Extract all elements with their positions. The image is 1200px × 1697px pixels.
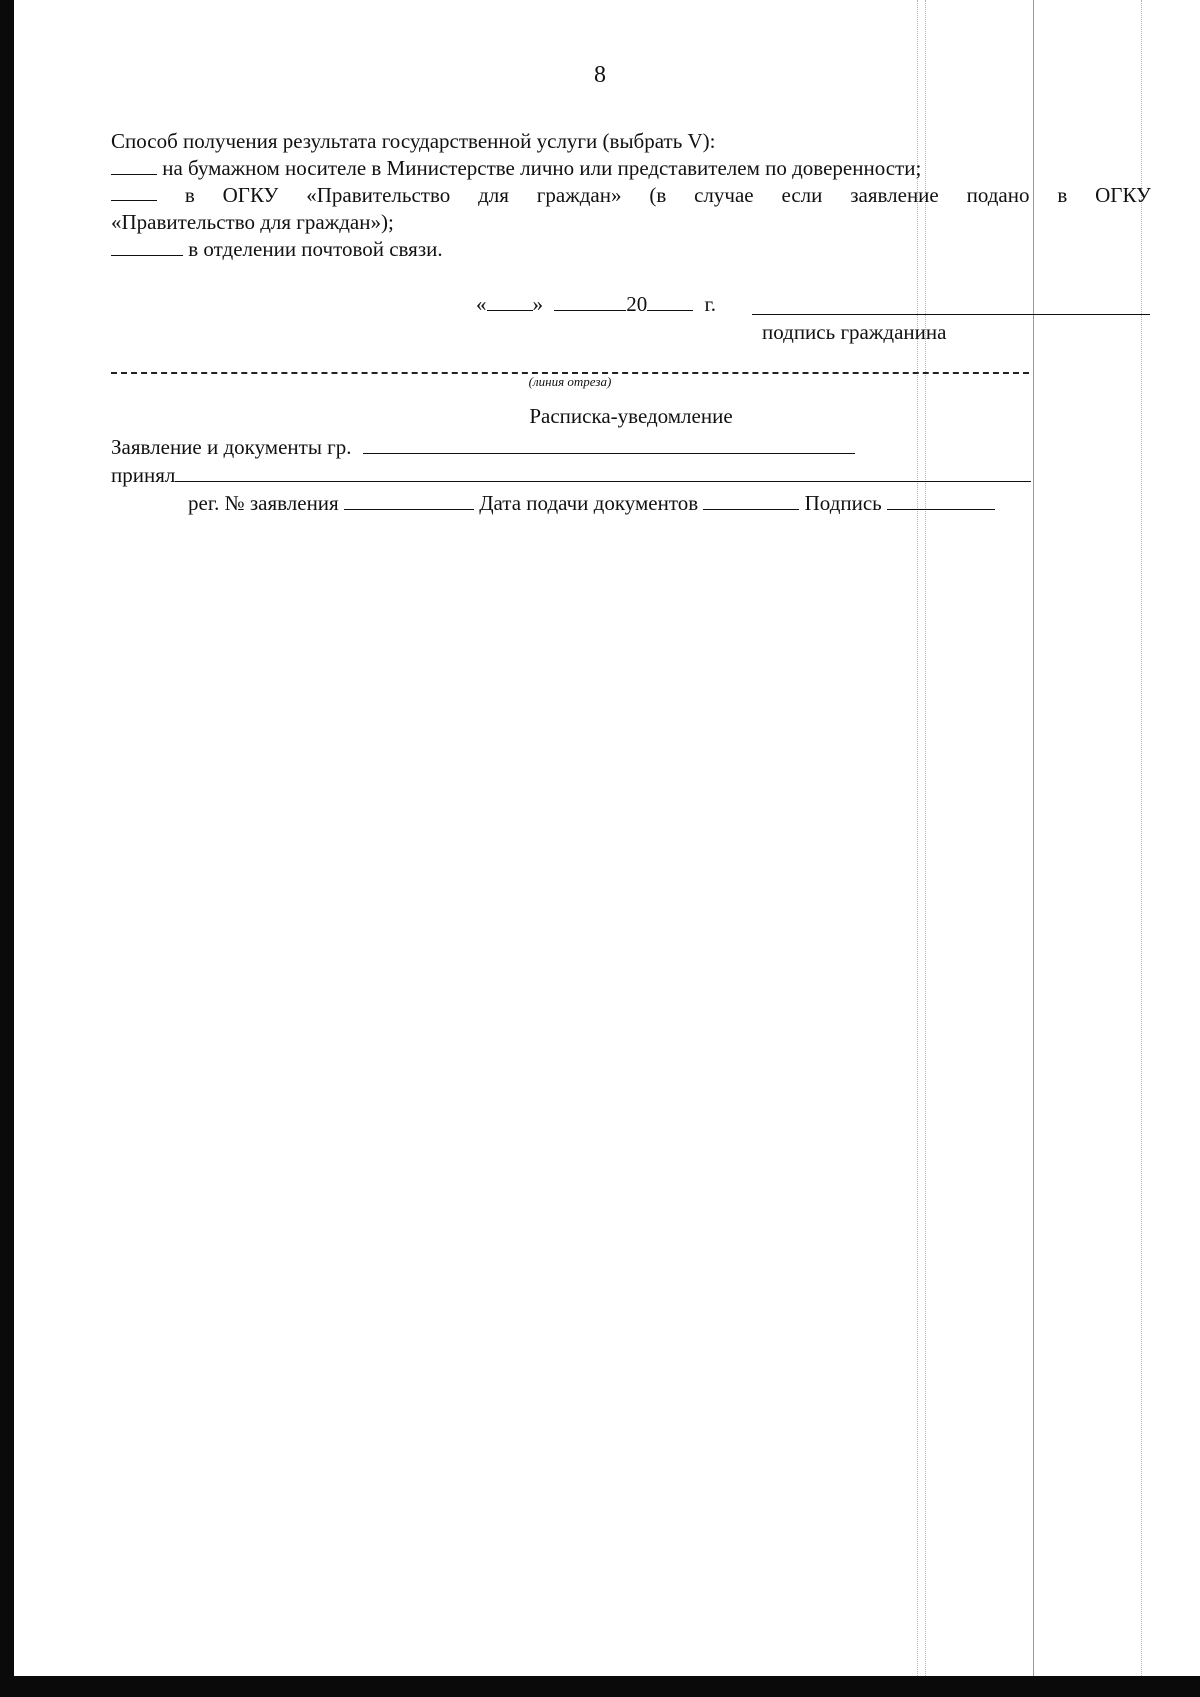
scan-border-bottom: [0, 1676, 1200, 1697]
submit-date-label: Дата подачи документов: [479, 491, 699, 515]
scan-border-gap: [14, 1670, 1200, 1676]
month-blank[interactable]: [554, 292, 626, 311]
delivery-option-paper: [111, 155, 1151, 182]
receipt-accepted-row: [111, 461, 1031, 489]
accepted-by-blank[interactable]: [175, 463, 1031, 482]
page-number: 8: [594, 62, 606, 88]
reg-number-blank[interactable]: [344, 491, 474, 510]
checkbox-blank[interactable]: [111, 182, 157, 201]
delivery-option-ogku-cont: «Правительство для граждан»);: [111, 210, 394, 234]
citizen-name-blank[interactable]: [363, 435, 855, 454]
delivery-method-section: [111, 128, 1151, 263]
checkbox-blank[interactable]: [111, 237, 183, 256]
receipt-docs-row: [111, 433, 1031, 461]
receipt-signature-label: Подпись: [804, 491, 882, 515]
scan-border-left: [0, 0, 14, 1697]
signature-caption: подпись гражданина: [762, 320, 947, 344]
delivery-heading: Способ получения результата государственной услуги (выбрать V):: [111, 129, 716, 153]
reg-number-label: рег. № заявления: [188, 491, 339, 515]
delivery-option-ogku: в ОГКУ «Правительство для граждан» (в случае если заявление подано в ОГКУ: [111, 182, 1151, 209]
date-field: « » 20 г.: [476, 292, 716, 316]
signature-line[interactable]: [752, 314, 1150, 315]
receipt-title: Расписка-уведомление: [529, 404, 733, 428]
delivery-option-post: [111, 236, 1151, 263]
checkbox-blank[interactable]: [111, 156, 157, 175]
submit-date-blank[interactable]: [703, 491, 799, 510]
receipt-accepted-label: принял: [111, 463, 176, 487]
receipt-section: [111, 433, 1031, 517]
day-blank[interactable]: [487, 292, 533, 311]
cut-line-caption: (линия отреза): [528, 374, 612, 389]
receipt-signature-blank[interactable]: [887, 491, 995, 510]
year-blank[interactable]: [647, 292, 693, 311]
delivery-option-paper-label: на бумажном носителе в Министерстве лично или представителем по доверенности;: [162, 156, 922, 180]
receipt-docs-label: Заявление и документы гр.: [111, 435, 352, 459]
delivery-option-post-label: в отделении почтовой связи.: [188, 237, 443, 261]
receipt-details-row: [111, 489, 1031, 517]
